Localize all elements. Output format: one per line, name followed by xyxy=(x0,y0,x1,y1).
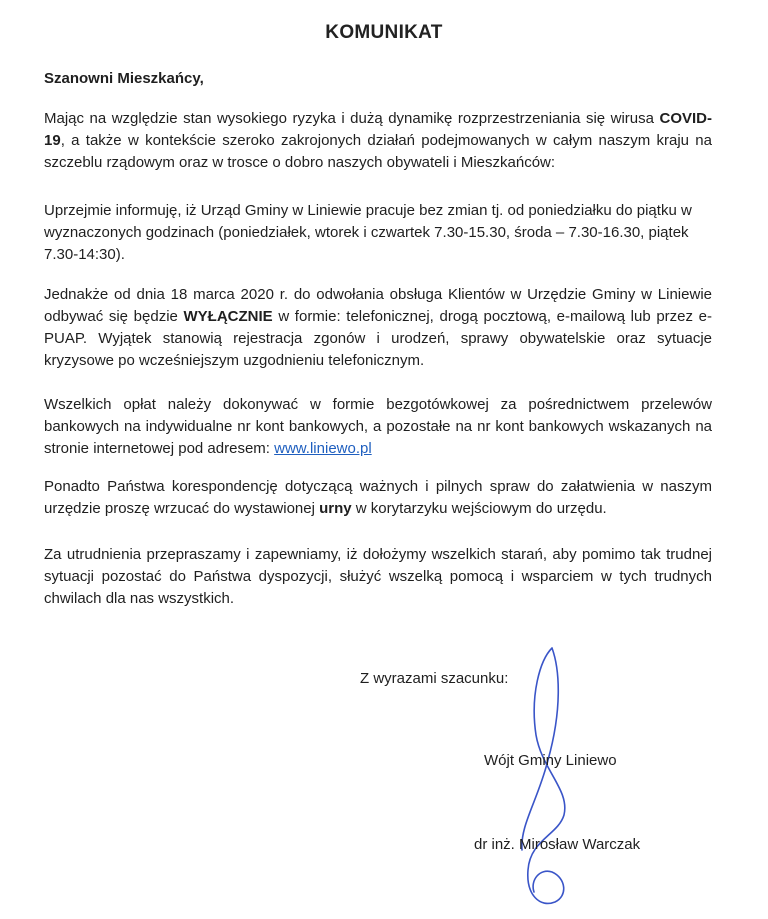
handwritten-signature xyxy=(500,640,580,915)
p5-text-c: w korytarzyku wejściowym do urzędu. xyxy=(351,500,607,517)
closing-text: Z wyrazami szacunku: xyxy=(360,670,509,687)
signatory-name: dr inż. Mirosław Warczak xyxy=(474,836,641,853)
p4-text-a: Wszelkich opłat należy dokonywać w formie bezgotówkowej za pośrednictwem przelewów bankowych na indywidualne nr kont bankowych, a pozostałe na nr kont bankowych wskazanych na stronie internetowej pod adresem: xyxy=(44,396,712,457)
p3-text-c: w formie: telefonicznej, drogą pocztową, e-mailową lub przez e-PUAP. Wyjątek stanowią rejestracja zgonów i urodzeń, sprawy obywatelskie oraz sytuacje kryzysowe po wcześniejszym uzgodnieniu telefonicznym. xyxy=(44,308,712,369)
p1-text-c: , a także w kontekście szeroko zakrojonych działań podejmowanych w całym naszym kraju na szczeblu rządowym oraz w trosce o dobro naszych obywateli i Mieszkańców: xyxy=(44,132,712,171)
document-title: KOMUNIKAT xyxy=(325,22,443,43)
p1-covid-bold: COVID- 19 xyxy=(44,110,712,149)
paragraph-office-hours: Uprzejmie informuję, iż Urząd Gminy w Liniewie pracuje bez zmian tj. od poniedziałku do piątku w wyznaczonych godzinach (poniedziałek, wtorek i czwartek 7.30-15.30, środa – 7.30-16.30, piątek 7.30-14:30). xyxy=(44,202,692,263)
signatory-position: Wójt Gminy Liniewo xyxy=(484,752,617,769)
website-link[interactable]: www.liniewo.pl xyxy=(274,440,372,457)
p3-exclusively-bold: WYŁĄCZNIE xyxy=(183,308,273,325)
p5-urn-bold: urny xyxy=(319,500,352,517)
p1-text-a: Mając na względzie stan wysokiego ryzyka i dużą dynamikę rozprzestrzeniania się wirusa xyxy=(44,110,660,127)
paragraph-payments xyxy=(44,394,712,460)
p5-text-a: Ponadto Państwa korespondencję dotyczącą ważnych i pilnych spraw do załatwienia w naszym urzędzie proszę wrzucać do wystawionej xyxy=(44,478,712,517)
paragraph-client-service xyxy=(44,284,712,372)
p3-text-a: Jednakże od dnia 18 marca 2020 r. do odwołania obsługa Klientów w Urzędzie Gminy w Liniewie odbywać się będzie xyxy=(44,286,712,325)
paragraph-apology: Za utrudnienia przepraszamy i zapewniamy, iż dołożymy wszelkich starań, aby pomimo tak trudnej sytuacji pozostać do Państwa dyspozycji, służyć wszelką pomocą i wsparciem w tych trudnych chwilach dla nas wszystkich. xyxy=(44,546,712,607)
paragraph-covid-context xyxy=(44,108,712,174)
greeting: Szanowni Mieszkańcy, xyxy=(44,70,204,87)
paragraph-correspondence xyxy=(44,476,712,520)
